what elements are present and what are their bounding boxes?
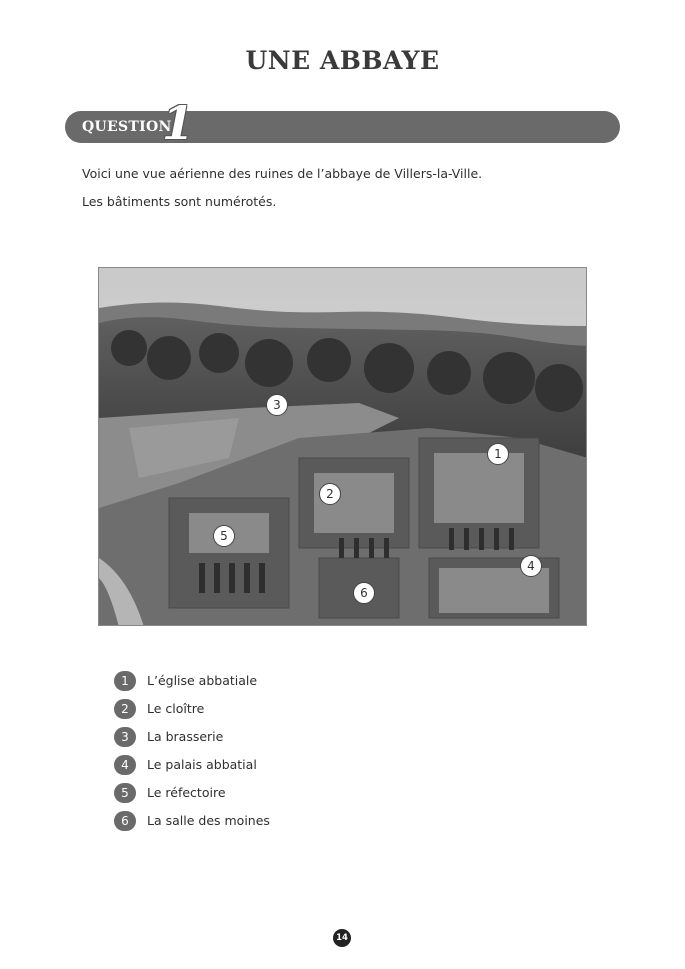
legend-number: 2 [114, 699, 136, 719]
question-label: QUESTION [82, 119, 172, 135]
page-title: UNE ABBAYE [245, 46, 440, 75]
photo-marker-5: 5 [213, 525, 235, 547]
photo-marker-4: 4 [520, 555, 542, 577]
legend-number: 5 [114, 783, 136, 803]
page-number: 14 [333, 929, 351, 947]
photo-marker-6: 6 [353, 582, 375, 604]
question-number: 1 [162, 96, 195, 150]
legend-label: L’église abbatiale [147, 673, 258, 688]
photo-marker-2: 2 [319, 483, 341, 505]
intro-line-2: Les bâtiments sont numérotés. [82, 194, 277, 209]
legend-label: La salle des moines [147, 813, 270, 828]
legend-label: Le cloître [147, 701, 205, 716]
intro-line-1: Voici une vue aérienne des ruines de l’abbaye de Villers-la-Ville. [82, 166, 483, 181]
legend-label: La brasserie [147, 729, 224, 744]
legend-number: 4 [114, 755, 136, 775]
legend-label: Le réfectoire [147, 785, 226, 800]
legend-number: 6 [114, 811, 136, 831]
abbey-aerial-photo [98, 267, 587, 626]
legend-number: 3 [114, 727, 136, 747]
legend-number: 1 [114, 671, 136, 691]
photo-marker-1: 1 [487, 443, 509, 465]
photo-marker-3: 3 [266, 394, 288, 416]
legend-label: Le palais abbatial [147, 757, 257, 772]
